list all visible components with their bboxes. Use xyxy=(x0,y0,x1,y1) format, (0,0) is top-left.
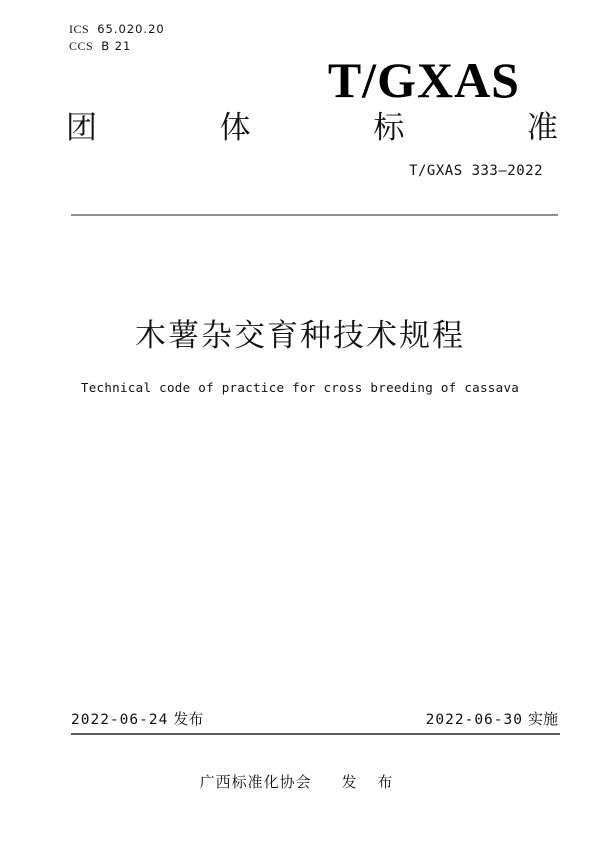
publisher-row xyxy=(0,771,600,793)
publish-action-label: 发 布 xyxy=(341,773,401,791)
issue-date: 2022-06-24 xyxy=(71,712,169,728)
standard-type-char: 标 xyxy=(373,110,405,146)
document-number: T/GXAS 333—2022 xyxy=(409,163,543,179)
ics-code-row xyxy=(69,21,165,38)
standard-title-en: Technical code of practice for cross breeding of cassava xyxy=(80,380,520,395)
tgxas-logo: T/GXAS xyxy=(327,52,520,108)
ccs-value: B 21 xyxy=(101,39,132,53)
header-divider-rule xyxy=(71,214,558,216)
standard-type-row xyxy=(66,111,558,145)
implement-date: 2022-06-30 xyxy=(425,712,523,728)
standard-type-char: 准 xyxy=(526,110,558,146)
classification-codes xyxy=(69,21,165,55)
ccs-code-row xyxy=(69,38,165,55)
standard-type-char: 团 xyxy=(66,110,97,146)
date-row xyxy=(71,709,558,730)
implement-label: 实施 xyxy=(527,710,558,728)
issue-label: 发布 xyxy=(173,710,204,728)
standard-title-zh: 木薯杂交育种技术规程 xyxy=(135,318,465,354)
ccs-label: CCS xyxy=(69,39,94,53)
standard-type-char: 体 xyxy=(219,110,251,146)
publisher-name: 广西标准化协会 xyxy=(199,773,312,791)
footer-divider-rule xyxy=(71,733,560,735)
implement-date-group xyxy=(426,709,558,730)
ics-label: ICS xyxy=(69,22,90,36)
ics-value: 65.020.20 xyxy=(97,22,165,36)
issue-date-group xyxy=(71,709,203,730)
